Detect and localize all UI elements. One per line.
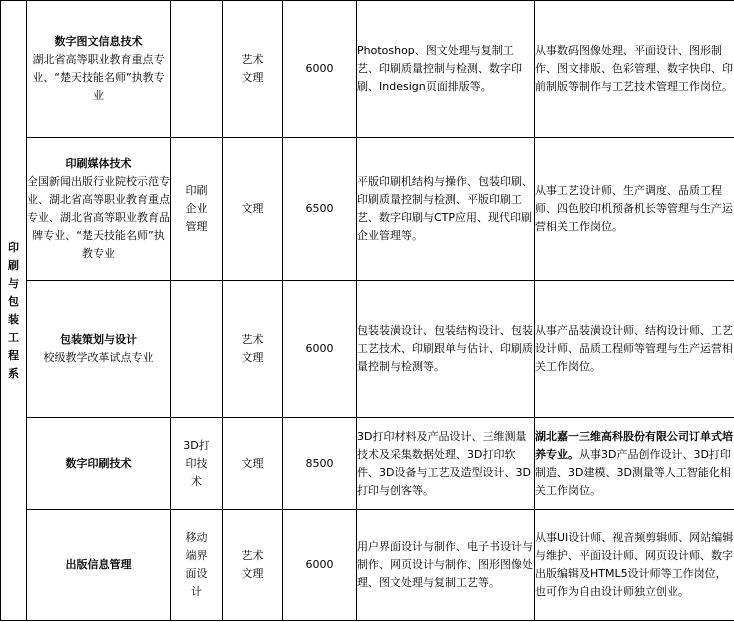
courses-text: 平版印刷机结构与操作、包装印刷、印刷质量控制与检测、平版印刷工艺、数字印刷与CTP应用、现代印刷企业管理等。 <box>357 175 533 242</box>
jobs-text: 从事UI设计师、视音频剪辑师、网站编辑与维护、平面设计师、网页设计师、数字出版编辑及HTML5设计师等工作岗位，也可作为自由设计师独立创业。 <box>535 531 734 598</box>
jobs-text: 从事数码图像处理、平面设计、图形制作、图文排版、色彩管理、数字快印、印前制版等制作与工艺技术管理工作岗位。 <box>535 44 733 93</box>
subject-text: 文理 <box>241 456 264 470</box>
major-note: 校级教学改革试点专业 <box>43 351 154 364</box>
direction-text: 移动端界面设计 <box>185 531 208 598</box>
table-row <box>1 510 734 621</box>
fee-text: 6000 <box>305 342 334 355</box>
courses-text: Photoshop、图文处理与复制工艺、印刷质量控制与检测、数字印刷、Indesign页面排版等。 <box>357 44 522 93</box>
courses-cell <box>357 418 535 510</box>
major-name: 包装策划与设计 <box>60 333 137 346</box>
jobs-cell <box>535 510 734 621</box>
fee-cell <box>283 510 357 621</box>
table-row <box>1 281 734 418</box>
jobs-text: 从事产品装潢设计师、结构设计师、工艺设计师、品质工程师等管理与生产运营相关工作岗位。 <box>535 324 733 373</box>
fee-cell <box>283 281 357 418</box>
courses-cell <box>357 1 535 138</box>
direction-cell <box>171 510 223 621</box>
major-name: 数字图文信息技术 <box>54 35 143 48</box>
major-cell <box>27 138 171 281</box>
fee-cell <box>283 418 357 510</box>
direction-cell <box>171 418 223 510</box>
table-row <box>1 138 734 281</box>
jobs-cell <box>535 418 734 510</box>
courses-text: 包装装潢设计、包装结构设计、包装工艺技术、印刷跟单与估计、印刷质量控制与检测等。 <box>357 324 533 373</box>
subject-text: 艺术文理 <box>241 53 264 84</box>
courses-text: 3D打印材料及产品设计、三维测量技术及采集数据处理、3D打印软件、3D设备与工艺及造型设计、3D打印与创客等。 <box>357 429 531 497</box>
subject-cell <box>223 418 283 510</box>
department-name: 印刷与包装工程系 <box>8 240 19 380</box>
fee-cell <box>283 1 357 138</box>
subject-text: 艺术文理 <box>241 549 264 580</box>
major-name: 出版信息管理 <box>65 558 132 571</box>
major-note: 全国新闻出版行业院校示范专业、湖北省高等职业教育重点专业、湖北省高等职业教育品牌专业、“楚天技能名师”执教专业 <box>27 175 170 260</box>
direction-text: 3D打印技术 <box>183 438 210 488</box>
jobs-text: 从事工艺设计师、生产调度、品质工程师、四色胶印机预备机长等管理与生产运营相关工作岗位。 <box>535 184 733 233</box>
major-cell <box>27 418 171 510</box>
subject-cell <box>223 510 283 621</box>
subject-cell <box>223 138 283 281</box>
direction-cell <box>171 281 223 418</box>
major-cell <box>27 281 171 418</box>
courses-cell <box>357 138 535 281</box>
subject-cell <box>223 1 283 138</box>
fee-text: 8500 <box>305 456 334 470</box>
direction-cell <box>171 1 223 138</box>
jobs-text: 从事3D产品创作设计、3D打印制造、3D建模、3D测量等人工智能化相关工作岗位。 <box>535 447 731 497</box>
major-cell <box>27 1 171 138</box>
direction-cell <box>171 138 223 281</box>
department-cell <box>1 1 27 621</box>
jobs-cell <box>535 281 734 418</box>
courses-cell <box>357 281 535 418</box>
major-name: 印刷媒体技术 <box>65 157 132 170</box>
jobs-highlight: 湖北嘉一三维高科股份有限公司订单式培养专业。 <box>535 429 733 461</box>
fee-text: 6500 <box>305 202 334 215</box>
table-row <box>1 418 734 510</box>
major-cell <box>27 510 171 621</box>
subject-text: 艺术文理 <box>241 333 264 364</box>
major-name: 数字印刷技术 <box>65 456 132 470</box>
fee-text: 6000 <box>305 62 334 75</box>
direction-text: 印刷企业管理 <box>185 184 208 233</box>
subject-cell <box>223 281 283 418</box>
table-row <box>1 1 734 138</box>
major-note: 湖北省高等职业教育重点专业、“楚天技能名师”执教专业 <box>32 53 165 102</box>
jobs-cell <box>535 1 734 138</box>
jobs-cell <box>535 138 734 281</box>
courses-cell <box>357 510 535 621</box>
subject-text: 文理 <box>241 202 264 215</box>
fee-text: 6000 <box>305 558 334 571</box>
fee-cell <box>283 138 357 281</box>
courses-text: 用户界面设计与制作、电子书设计与制作、网页设计与制作、图形图像处理、图文处理与复制工艺等。 <box>357 540 533 589</box>
